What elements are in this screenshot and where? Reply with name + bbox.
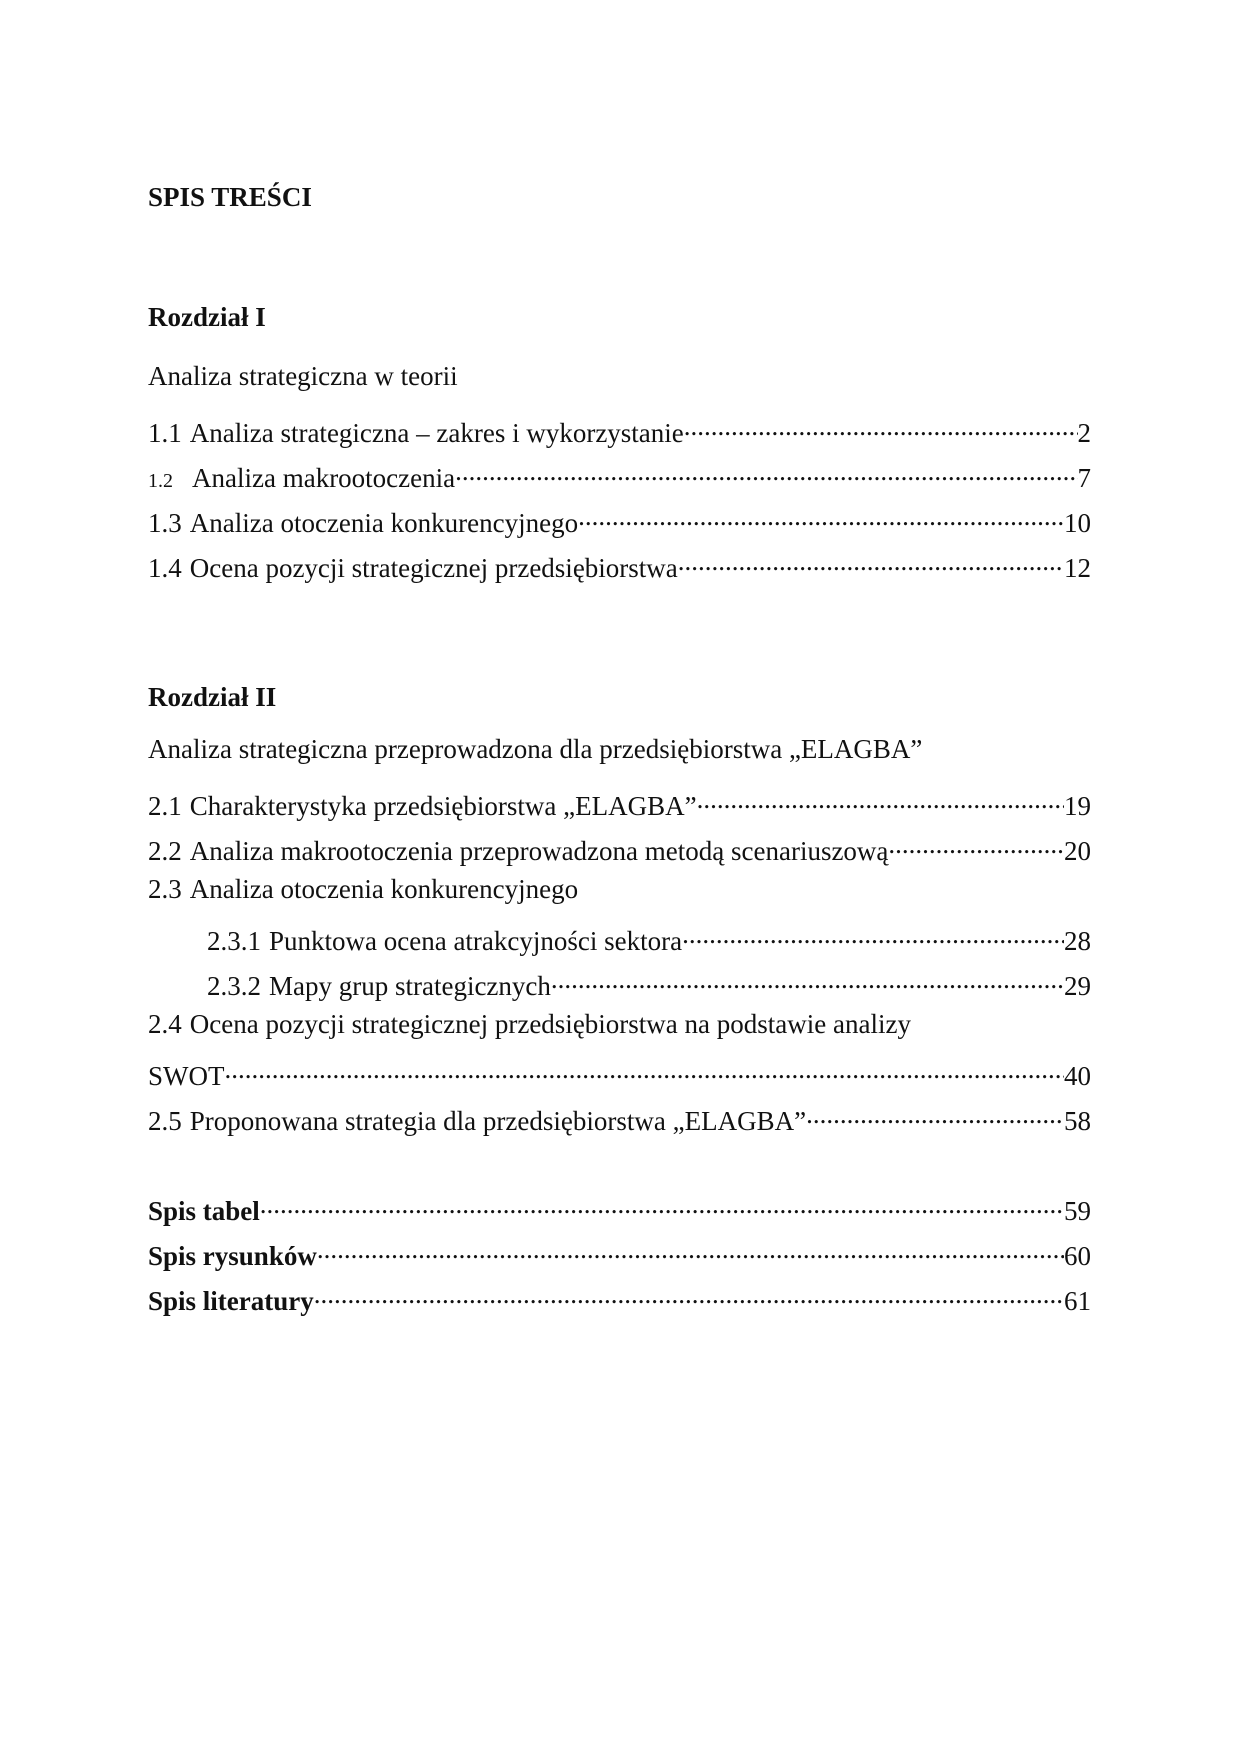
entry-page-number: 59 [1064,1196,1091,1226]
dot-leader [317,1233,1064,1265]
entry-label: Analiza makrootoczenia przeprowadzona metodą scenariuszową [189,836,889,866]
entry-number: 2.3 [148,874,182,904]
entry-page-number: 7 [1077,463,1091,493]
entry-number: 1.4 [148,553,182,583]
toc-entry-2-3-1[interactable] [207,918,1091,957]
chapter-2-heading: Rozdział II [148,682,277,712]
dot-leader [697,783,1064,815]
entry-number: 2.2 [148,836,182,866]
toc-entry-2-4[interactable] [148,1008,911,1040]
toc-entry-2-3[interactable] [148,873,578,905]
entry-label: Charakterystyka przedsiębiorstwa „ELAGBA” [189,791,697,821]
toc-entry-2-1[interactable] [148,783,1091,822]
entry-page-number: 60 [1064,1241,1091,1271]
entry-page-number: 61 [1064,1286,1091,1316]
toc-entry-1-3[interactable] [148,500,1091,539]
toc-entry-spis-literatury[interactable] [148,1278,1091,1317]
entry-page-number: 28 [1064,926,1091,956]
entry-page-number: 40 [1064,1061,1091,1091]
toc-title: SPIS TREŚCI [148,182,312,212]
entry-label: Mapy grup strategicznych [269,971,551,1001]
entry-label: Punktowa ocena atrakcyjności sektora [269,926,683,956]
toc-entry-2-5[interactable] [148,1098,1091,1137]
entry-label: Analiza strategiczna – zakres i wykorzystanie [189,418,684,448]
toc-entry-2-2[interactable] [148,828,1091,867]
dot-leader [551,963,1064,995]
entry-label: Proponowana strategia dla przedsiębiorstwa „ELAGBA” [189,1106,807,1136]
entry-page-number: 29 [1064,971,1091,1001]
entry-page-number: 12 [1064,553,1091,583]
chapter-1-heading: Rozdział I [148,302,266,332]
entry-number: 2.5 [148,1106,182,1136]
dot-leader [578,500,1064,532]
entry-page-number: 10 [1064,508,1091,538]
dot-leader [888,828,1064,860]
dot-leader [682,918,1064,950]
toc-entry-1-1[interactable] [148,410,1091,449]
entry-number: 1.3 [148,508,182,538]
entry-label: Analiza makrootoczenia [192,463,456,493]
dot-leader [684,410,1078,442]
dot-leader [678,545,1064,577]
chapter-2-subtitle: Analiza strategiczna przeprowadzona dla przedsiębiorstwa „ELAGBA” [148,734,923,764]
entry-page-number: 19 [1064,791,1091,821]
entry-label: Spis tabel [148,1196,260,1226]
entry-label: Spis literatury [148,1286,314,1316]
entry-label: Ocena pozycji strategicznej przedsiębiorstwa [189,553,678,583]
entry-page-number: 58 [1064,1106,1091,1136]
entry-label: Analiza otoczenia konkurencyjnego [189,508,579,538]
toc-entry-spis-rysunkow[interactable] [148,1233,1091,1272]
entry-label-continuation: SWOT [148,1061,225,1091]
entry-number: 1.2 [148,470,173,492]
toc-entry-2-3-2[interactable] [207,963,1091,1002]
toc-entry-2-4-continuation[interactable] [148,1053,1091,1092]
dot-leader [455,455,1077,487]
dot-leader [314,1278,1064,1310]
entry-number: 1.1 [148,418,182,448]
entry-label: Spis rysunków [148,1241,317,1271]
entry-number: 2.3.1 [207,926,261,956]
entry-label: Ocena pozycji strategicznej przedsiębiorstwa na podstawie analizy [189,1009,911,1039]
toc-entry-spis-tabel[interactable] [148,1188,1091,1227]
dot-leader [260,1188,1064,1220]
dot-leader [225,1053,1065,1085]
dot-leader [806,1098,1064,1130]
toc-entry-1-4[interactable] [148,545,1091,584]
entry-page-number: 20 [1064,836,1091,866]
toc-entry-1-2[interactable] [148,455,1091,497]
chapter-1-subtitle: Analiza strategiczna w teorii [148,361,458,391]
entry-label: Analiza otoczenia konkurencyjnego [189,874,579,904]
entry-number: 2.3.2 [207,971,261,1001]
entry-number: 2.1 [148,791,182,821]
entry-page-number: 2 [1077,418,1091,448]
entry-number: 2.4 [148,1009,182,1039]
